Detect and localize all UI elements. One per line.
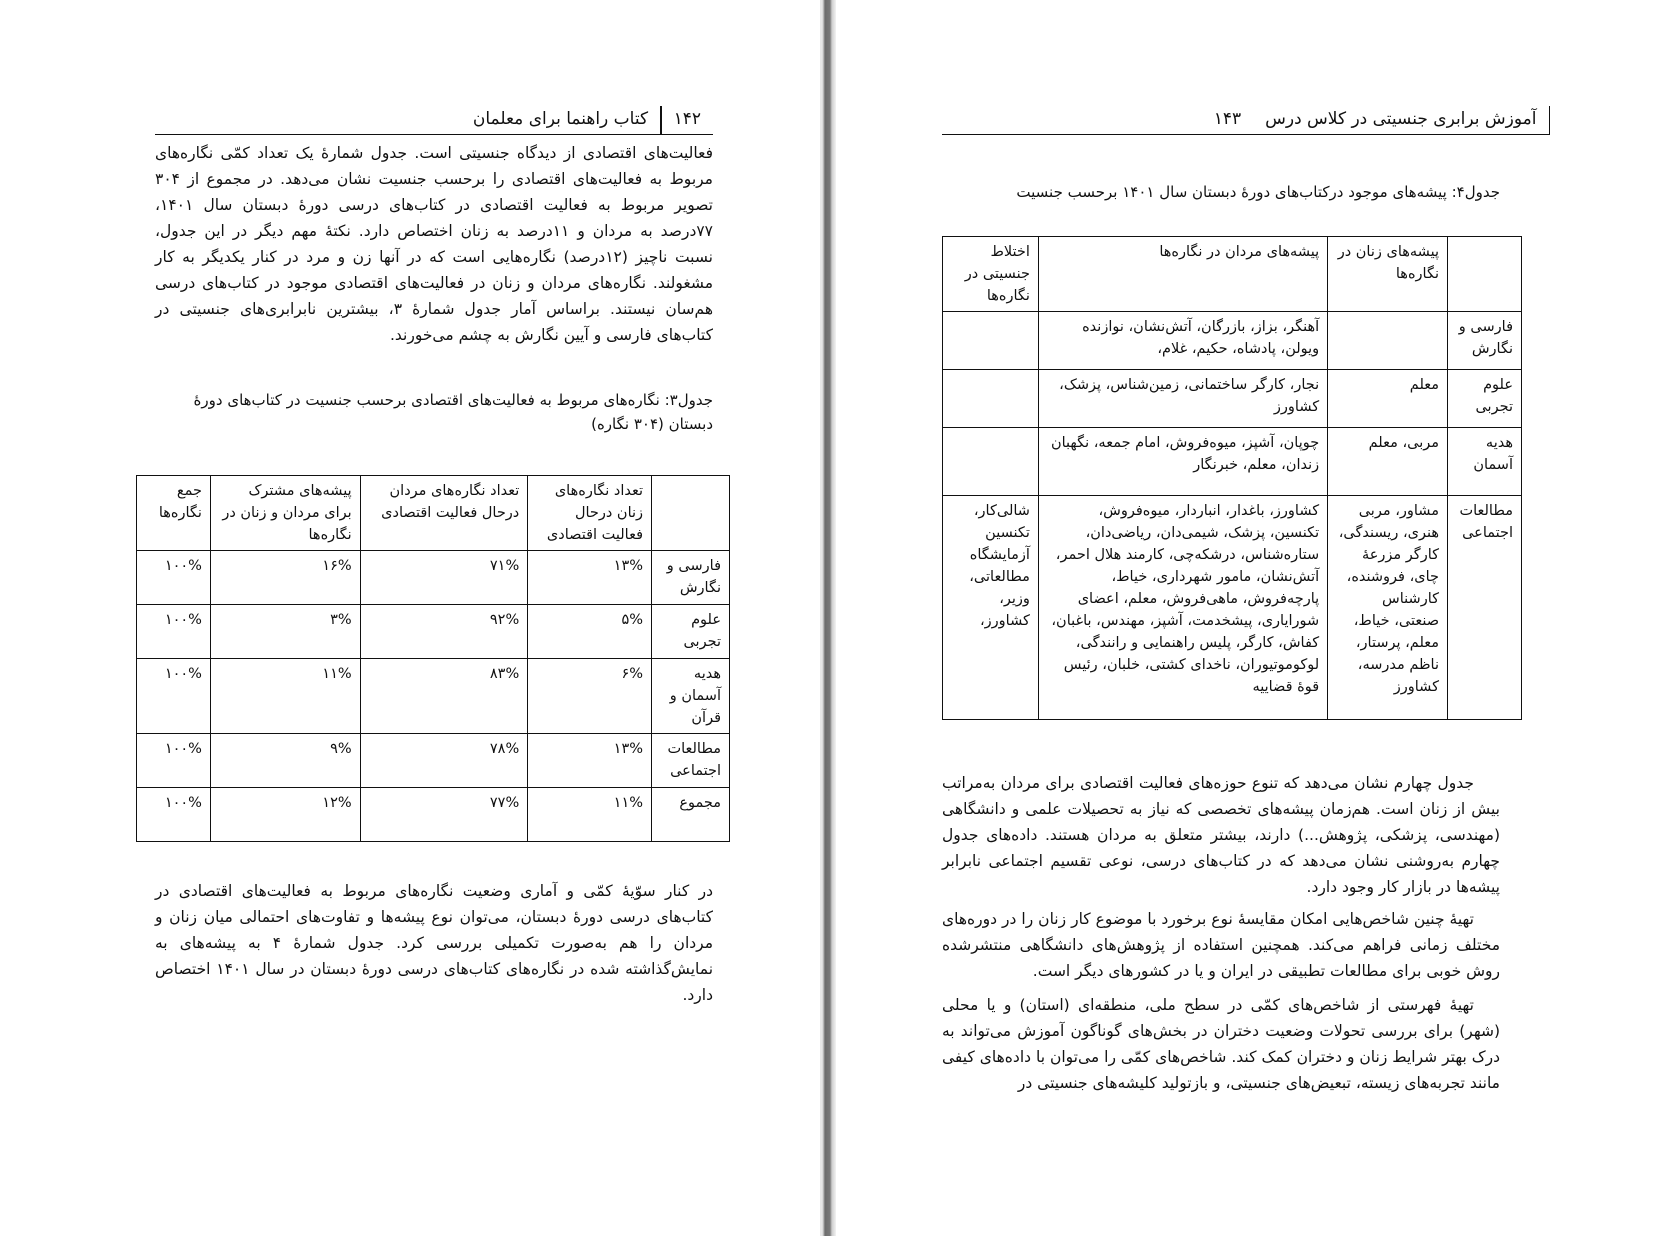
left-intro-paragraph: فعالیت‌های اقتصادی از دیدگاه جنسیتی است. جدول شمارهٔ یک تعداد کمّی نگاره‌های مربوط به فعالیت‌های اقتصادی را برحسب جنسیت نشان می‌دهد. در مجموع از ۳۰۴ تصویر مربوط به فعالیت اقتصادی در کتاب‌های درسی دورهٔ دبستان سال ۱۴۰۱، ۷۷درصد به مردان و ۱۱درصد به زنان اختصاص دارد. نکتهٔ مهم دیگر در این جدول، نسبت ناچیز (۱۲درصد) نگاره‌هایی است که در آنها زن و مرد در کنار یکدیگر به کار مشغولند. نگاره‌های مردان و زنان در فعالیت‌های اقتصادی موجود در کتاب‌های درسی هم‌سان نیستند. براساس آمار جدول شمارهٔ ۳، بیشترین نابرابری‌های جنسیتی در کتاب‌های فارسی و آیین نگارش به چشم می‌خورند.: [155, 144, 714, 344]
table3-cell: ۷۷%: [360, 788, 528, 842]
table3-cell: ۱۰۰%: [137, 734, 211, 788]
right-paragraph-3: تهیهٔ فهرستی از شاخص‌های کمّی در سطح ملی، منطقه‌ای (استان) و یا محلی (شهر) برای بررسی تحولات وضعیت دختران در بخش‌های گوناگون آموزش می‌تواند به درک بهتر شرایط زنان و دختران کمک کند. شاخص‌های کمّی را می‌توان با داده‌های کیفی مانند تجربه‌های زیسته، تبعیض‌های جنسیتی، و بازتولید کلیشه‌های جنسیتی در: [942, 996, 1500, 1092]
table3-header-cell: جمع نگاره‌ها: [137, 476, 211, 551]
table-row: [137, 551, 730, 605]
table3-cell: ۳%: [210, 605, 360, 659]
right-paragraph-1: جدول چهارم نشان می‌دهد که تنوع حوزه‌های فعالیت اقتصادی برای مردان به‌مراتب بیش از زنان است. هم‌زمان پیشه‌های تخصصی که نیاز به تحصیلات علمی و دانشگاهی (مهندسی، پزشکی، پژوهش...) دارند، بیشتر متعلق به مردان هستند. داده‌های جدول چهارم به‌روشنی نشان می‌دهد که در کتاب‌های درسی، نوعی تقسیم اجتماعی نابرابر پیشه‌ها در بازار کار وجود دارد.: [942, 774, 1500, 896]
table3-header-cell: تعداد نگاره‌های زنان درحال فعالیت اقتصادی: [528, 476, 652, 551]
table4-cell: آهنگر، بزاز، بازرگان، آتش‌نشان، نوازنده ویولن، پادشاه، حکیم، غلام،: [1038, 312, 1327, 370]
right-running-title: آموزش برابری جنسیتی در کلاس درس: [1265, 109, 1537, 129]
table3-cell: ۱۳%: [528, 551, 652, 605]
table3-cell: ۱۲%: [210, 788, 360, 842]
right-page-number: ۱۴۳: [1213, 109, 1242, 129]
table4-header-row: [943, 237, 1522, 312]
table3-header-cell: تعداد نگاره‌های مردان درحال فعالیت اقتصادی: [360, 476, 528, 551]
table3-subject-cell: هدیه آسمان و قرآن: [652, 659, 730, 734]
table3-caption: جدول۳: نگاره‌های مربوط به فعالیت‌های اقتصادی برحسب جنسیت در کتاب‌های دورهٔ دبستان (۳۰۴ نگاره): [193, 391, 713, 433]
header-separator: [660, 106, 662, 134]
left-page: [0, 0, 820, 1236]
table4-subject-cell: علوم تجربی: [1448, 370, 1522, 428]
table3-cell: ۵%: [528, 605, 652, 659]
book-gutter: [820, 0, 836, 1236]
table3-cell: ۱۳%: [528, 734, 652, 788]
table3-header-cell: [652, 476, 730, 551]
table4-header-cell: پیشه‌های زنان در نگاره‌ها: [1328, 237, 1448, 312]
table4: [942, 236, 1522, 720]
table4-header-cell: اختلاط جنسیتی در نگاره‌ها: [943, 237, 1039, 312]
left-running-title: کتاب راهنما برای معلمان: [472, 109, 649, 129]
table3-cell: ۱۰۰%: [137, 551, 211, 605]
table4-cell: نجار، کارگر ساختمانی، زمین‌شناس، پزشک، کشاورز: [1038, 370, 1327, 428]
table4-cell: [943, 428, 1039, 496]
table4-cell: کشاورز، باغدار، انباردار، میوه‌فروش، تکنسین، پزشک، شیمی‌دان، ریاضی‌دان، ستاره‌شناس، درشکه‌چی، کارمند هلال احمر، آتش‌نشان، مامور شهرداری، خیاط، پارچه‌فروش، ماهی‌فروش، معلم، اعضای شورایاری، پیشخدمت، آشپز، مهندس، باغبان، کفاش، کارگر، پلیس راهنمایی و رانندگی، لوکوموتیوران، ناخدای کشتی، خلبان، رئیس قوهٔ قضاییه: [1038, 496, 1327, 720]
table3-cell: ۷۸%: [360, 734, 528, 788]
table4-subject-cell: مطالعات اجتماعی: [1448, 496, 1522, 720]
table3-subject-cell: علوم تجربی: [652, 605, 730, 659]
left-page-header: [155, 104, 713, 135]
right-paragraph-2: تهیهٔ چنین شاخص‌هایی امکان مقایسهٔ نوع برخورد با موضوع کار زنان را در دوره‌های مختلف زمانی فراهم می‌کند. همچنین استفاده از پژوهش‌های دانشگاهی منتشرشده روش خوبی برای مطالعات تطبیقی در ایران و یا در کشورهای دیگر است.: [942, 910, 1500, 980]
table-row: [137, 605, 730, 659]
table3-cell: ۹۲%: [360, 605, 528, 659]
right-page: [836, 0, 1657, 1236]
table-row: [943, 496, 1522, 720]
table-row: [137, 788, 730, 842]
table3-cell: ۱۰۰%: [137, 659, 211, 734]
table3-cell: ۱۰۰%: [137, 788, 211, 842]
table3-cell: ۷۱%: [360, 551, 528, 605]
table3-header-cell: پیشه‌های مشترک برای مردان و زنان در نگاره‌ها: [210, 476, 360, 551]
table4-header-cell: [1448, 237, 1522, 312]
table4-cell: مشاور، مربی هنری، ریسندگی، کارگر مزرعهٔ چای، فروشنده، کارشناس صنعتی، خیاط، معلم، پرستار، ناظم مدرسه، کشاورز: [1328, 496, 1448, 720]
table-row: [943, 312, 1522, 370]
table4-cell: مربی، معلم: [1328, 428, 1448, 496]
table4-cell: [943, 312, 1039, 370]
header-separator: [1549, 106, 1551, 134]
table4-subject-cell: هدیه آسمان: [1448, 428, 1522, 496]
table-row: [137, 734, 730, 788]
table3-subject-cell: مطالعات اجتماعی: [652, 734, 730, 788]
table-row: [137, 659, 730, 734]
table3-header-row: [137, 476, 730, 551]
table-row: [943, 428, 1522, 496]
table4-cell: چوپان، آشپز، میوه‌فروش، امام جمعه، نگهبان زندان، معلم، خبرنگار: [1038, 428, 1327, 496]
table3-cell: ۱۶%: [210, 551, 360, 605]
table-row: [943, 370, 1522, 428]
table4-cell: [1328, 312, 1448, 370]
table4-cell: معلم: [1328, 370, 1448, 428]
right-page-header: [942, 104, 1550, 135]
left-closing-paragraph: در کنار سوّیهٔ کمّی و آماری وضعیت نگاره‌های مربوط به فعالیت‌های اقتصادی در کتاب‌های درسی دورهٔ دبستان، می‌توان نوع پیشه‌ها و تفاوت‌های احتمالی میان زنان و مردان را هم به‌صورت تکمیلی بررسی کرد. جدول شمارهٔ ۴ به پیشه‌های به نمایش‌گذاشته شده در نگاره‌های کتاب‌های درسی دورهٔ دبستان در سال ۱۴۰۱ اختصاص دارد.: [155, 882, 714, 1004]
table3: [136, 475, 730, 842]
table4-cell: شالی‌کار، تکنسین آزمایشگاه مطالعاتی، وزیر، کشاورز،: [943, 496, 1039, 720]
table3-cell: ۸۳%: [360, 659, 528, 734]
table3-subject-cell: فارسی و نگارش: [652, 551, 730, 605]
table4-caption: جدول۴: پیشه‌های موجود درکتاب‌های دورهٔ دبستان سال ۱۴۰۱ برحسب جنسیت: [1016, 183, 1500, 201]
table3-cell: ۱۱%: [528, 788, 652, 842]
table3-subject-cell: مجموع: [652, 788, 730, 842]
table3-cell: ۱۱%: [210, 659, 360, 734]
table3-cell: ۹%: [210, 734, 360, 788]
table4-subject-cell: فارسی و نگارش: [1448, 312, 1522, 370]
left-page-number: ۱۴۲: [673, 109, 701, 129]
table3-cell: ۶%: [528, 659, 652, 734]
table3-cell: ۱۰۰%: [137, 605, 211, 659]
table4-cell: [943, 370, 1039, 428]
table4-header-cell: پیشه‌های مردان در نگاره‌ها: [1038, 237, 1327, 312]
